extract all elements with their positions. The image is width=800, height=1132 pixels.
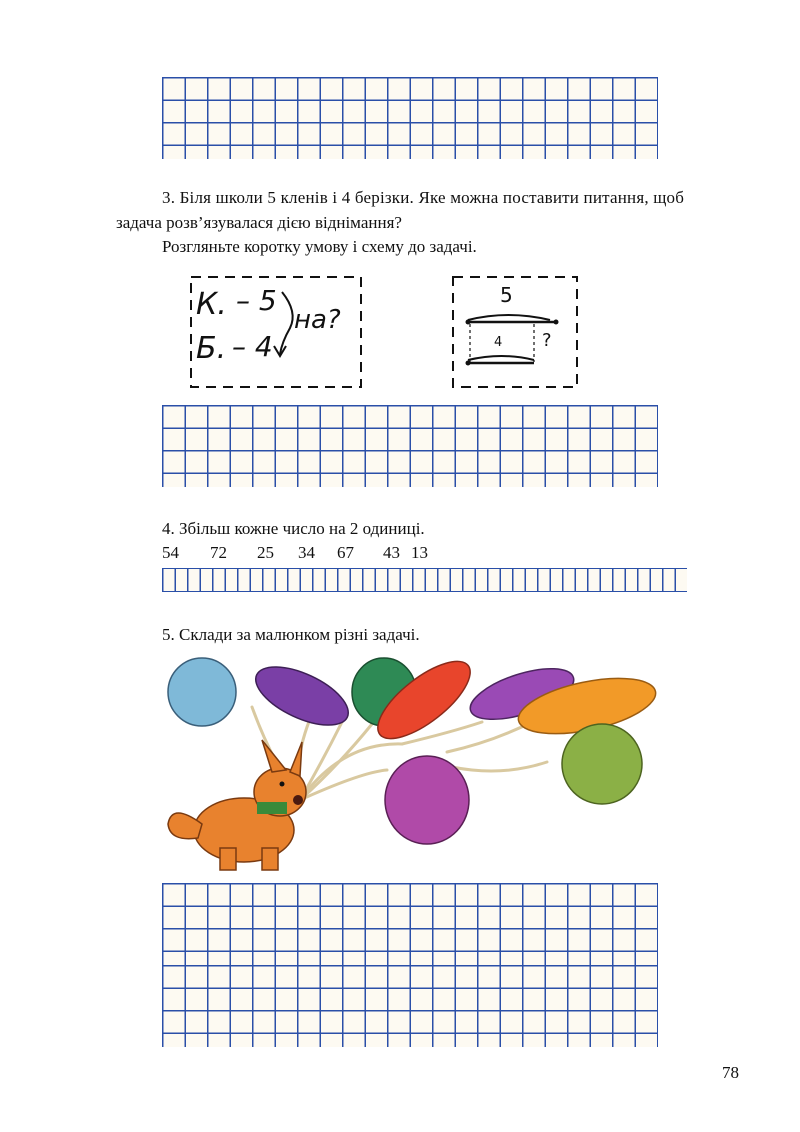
- task3-text-line3: Розгляньте коротку умову і схему до задачі.: [162, 237, 477, 256]
- writing-grid-top: [162, 77, 658, 159]
- number-4: 34: [298, 543, 315, 562]
- condition-row2-value: – 4: [232, 330, 273, 363]
- scheme-bottom-value: 4: [494, 335, 503, 350]
- answer-ruler: [162, 568, 687, 592]
- number-5: 67: [337, 543, 354, 562]
- task5-title: 5. Склади за малюнком різні задачі.: [162, 625, 420, 644]
- scheme-drawing: [448, 272, 582, 392]
- task3-text-line2: задача розв’язувалася дією віднімання?: [116, 213, 402, 232]
- number-3: 25: [257, 543, 274, 562]
- balloon-blue: [168, 658, 236, 726]
- condition-row1-letter: К.: [196, 287, 227, 322]
- writing-grid-bottom-1: [162, 883, 658, 965]
- dog-icon: [168, 740, 306, 870]
- number-1: 54: [162, 543, 179, 562]
- balloon-olive: [562, 724, 642, 804]
- condition-row2-letter: Б.: [196, 331, 227, 366]
- number-6: 43: [383, 543, 400, 562]
- dog-with-balloons-icon: [162, 652, 662, 874]
- writing-grid-middle: [162, 405, 658, 487]
- short-condition-drawing: [186, 272, 366, 392]
- scheme-question: ?: [542, 330, 552, 351]
- condition-row1-value: – 5: [236, 284, 277, 317]
- balloon-magenta: [385, 756, 469, 844]
- illustration-drawing: [162, 652, 662, 874]
- writing-grid-bottom-2: [162, 965, 658, 1047]
- number-2: 72: [210, 543, 227, 562]
- number-7: 13: [411, 543, 428, 562]
- task3-text-line1: 3. Біля школи 5 кленів і 4 берізки. Яке можна поставити питання, щоб: [162, 188, 685, 207]
- task4-title: 4. Збільш кожне число на 2 одиниці.: [162, 519, 425, 538]
- scheme-top-value: 5: [500, 283, 513, 307]
- condition-question: на?: [294, 305, 341, 335]
- page-number: 78: [722, 1063, 739, 1082]
- task4-numbers: [0, 542, 800, 564]
- scheme-box: [448, 272, 582, 392]
- short-condition-box: [186, 272, 366, 392]
- brace-icon: [280, 292, 293, 354]
